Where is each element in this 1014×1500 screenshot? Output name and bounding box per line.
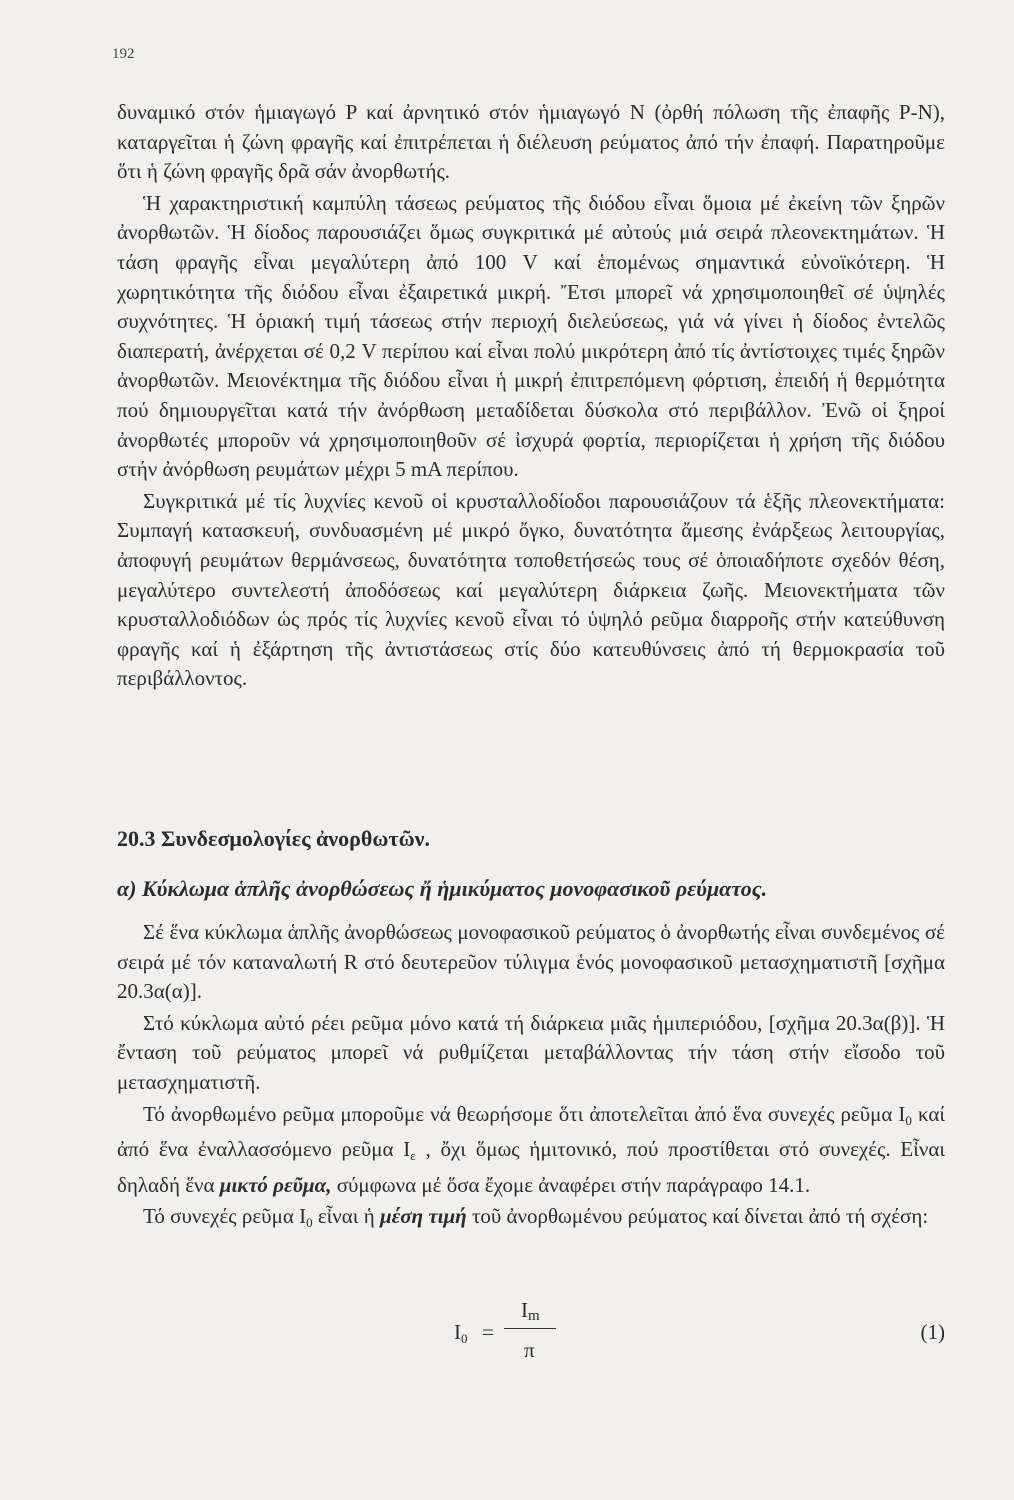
fraction-bar <box>504 1328 556 1329</box>
paragraph-5: Στό κύκλωμα αὐτό ρέει ρεῦμα μόνο κατά τή διάρκεια μιᾶς ἡμιπεριόδου, [σχῆμα 20.3α(β)]. Ἡ ἔνταση τοῦ ρεύματος μπορεῖ νά ρυθμίζεται μεταβάλλοντας τήν τάση στήν εἴσοδο τοῦ μετασχηματιστῆ. <box>117 1010 945 1094</box>
body-text-bottom <box>117 918 945 1240</box>
equation-numerator: Im <box>521 1298 540 1324</box>
page-number: 192 <box>112 46 135 62</box>
section-heading: 20.3 Συνδεσμολογίες ἀνορθωτῶν. <box>117 826 430 851</box>
subsection-heading: α) Κύκλωμα ἁπλῆς ἀνορθώσεως ἤ ἡμικύματος μονοφασικοῦ ρεύματος. <box>117 876 768 901</box>
equation-number: (1) <box>920 1320 945 1344</box>
emphasis-mixed-current: μικτό ρεῦμα, <box>219 1172 332 1197</box>
emphasis-mean-value: μέση τιμή <box>379 1204 467 1229</box>
paragraph-1: δυναμικό στόν ἡμιαγωγό P καί ἀρνητικό στόν ἡμιαγωγό N (ὀρθή πόλωση τῆς ἐπαφῆς P-N), καταργεῖται ἡ ζώνη φραγῆς καί ἐπιτρέπεται ἡ διέλευση ρεύματος ἀπό τήν ἐπαφή. Παρατηροῦμε ὅτι ἡ ζώνη φραγῆς δρᾶ σάν ἀνορθωτής. <box>117 100 945 184</box>
equation-1 <box>440 1290 945 1380</box>
equation-equals: = <box>482 1320 494 1344</box>
paragraph-2: Ἡ χαρακτηριστική καμπύλη τάσεως ρεύματος τῆς διόδου εἶναι ὅμοια μέ ἐκείνη τῶν ξηρῶν ἀνορθωτῶν. Ἡ δίοδος παρουσιάζει ὅμως συγκριτικά μέ αὐτούς μιά σειρά πλεονεκτημάτων. Ἡ τάση φραγῆς εἶναι μεγαλύτερη ἀπό 100 V καί ἑπομένως σημαντικά εὐνοϊκότερη. Ἡ χωρητικότητα τῆς διόδου εἶναι ἐξαιρετικά μικρή. Ἔτσι μπορεῖ νά χρησιμοποιηθεῖ σέ ὑψηλές συχνότητες. Ἡ ὁριακή τιμή τάσεως στήν περιοχή διελεύσεως, γιά νά γίνει ἡ δίοδος ἐντελῶς διαπερατή, ἀνέρχεται σέ 0,2 V περίπου καί εἶναι πολύ μικρότερη ἀπό τίς ἀντίστοιχες τιμές ξηρῶν ἀνορθωτῶν. Μειονέκτημα τῆς διόδου εἶναι ἡ μικρή ἐπιτρεπόμενη φόρτιση, ἐπειδή ἡ θερμότητα πού δημιουργεῖται κατά τήν ἀνόρθωση μεταδίδεται δύσκολα στό περιβάλλον. Ἐνῶ οἱ ξηροί ἀνορθωτές μποροῦν νά χρησιμοποιηθοῦν σέ ἰσχυρά φορτία, περιορίζεται ἡ χρήση τῆς διόδου στήν ἀνόρθωση ρευμάτων μέχρι 5 mA περίπου. <box>117 190 945 482</box>
paragraph-7: Τό συνεχές ρεῦμα $I_0$ εἶναι ἡ μέση τιμή τοῦ ἀνορθωμένου ρεύματος καί δίνεται ἀπό τή σχέση: <box>143 1204 929 1231</box>
equation-lhs: I0 <box>454 1320 468 1346</box>
paragraph-6: Τό ἀνορθωμένο ρεῦμα μποροῦμε νά θεωρήσομε ὅτι ἀποτελεῖται ἀπό ἕνα συνεχές ρεῦμα $I_0$ καί ἀπό ἕνα ἐναλλασσόμενο ρεῦμα $I_\varepsilon$ , ὄχι ὅμως ἡμιτονικό, πού προστίθεται στό συνεχές. Εἶναι δηλαδή ἕνα μικτό ρεῦμα, σύμφωνα μέ ὅσα ἔχομε ἀναφέρει στήν παράγραφο 14.1. <box>117 1101 945 1197</box>
paragraph-4: Σέ ἕνα κύκλωμα ἁπλῆς ἀνορθώσεως μονοφασικοῦ ρεύματος ὁ ἀνορθωτής εἶναι συνδεμένος σέ σειρά μέ τόν καταναλωτή R στό δευτερεῦον τύλιγμα ἑνός μονοφασικοῦ μετασχηματιστῆ [σχῆμα 20.3α(α)]. <box>117 920 945 1004</box>
equation-denominator: π <box>524 1338 535 1362</box>
body-text-top <box>117 98 945 696</box>
paragraph-3: Συγκριτικά μέ τίς λυχνίες κενοῦ οἱ κρυσταλλοδίοδοι παρουσιάζουν τά ἑξῆς πλεονεκτήματα: Συμπαγή κατασκευή, συνδυασμένη μέ μικρό ὄγκο, δυνατότητα ἄμεσης ἐνάρξεως λειτουργίας, ἀποφυγή ρευμάτων θερμάνσεως, δυνατότητα τοποθετήσεώς τους σέ ὁποιαδήποτε σχεδόν θέση, μεγαλύτερο συντελεστή ἀποδόσεως καί μεγαλύτερη διάρκεια ζωῆς. Μειονεκτήματα τῶν κρυσταλλοδιόδων ὡς πρός τίς λυχνίες κενοῦ εἶναι τό ὑψηλό ρεῦμα διαρροῆς στήν κατεύθυνση φραγῆς καί ἡ ἐξάρτηση τῆς ἀντιστάσεως στίς δύο κατευθύνσεις ἀπό τή θερμοκρασία τοῦ περιβάλλοντος. <box>117 488 945 691</box>
